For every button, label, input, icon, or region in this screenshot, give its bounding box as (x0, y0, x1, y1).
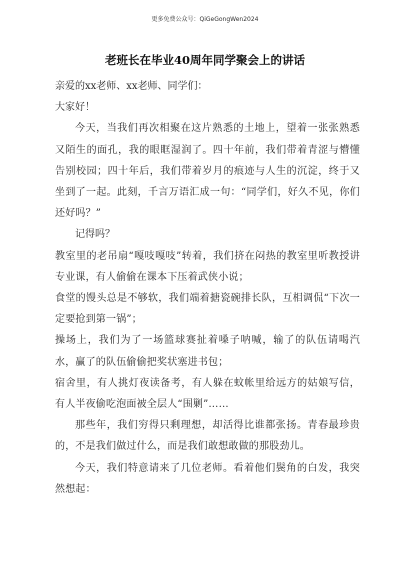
document-title: 老班长在毕业40周年同学聚会上的讲话 (104, 53, 305, 67)
page-header-note: 更多免费公众号：QiGeGongWen2024 (151, 16, 259, 23)
paragraph-playground: 操场上，我们为了一场篮球赛扯着嗓子呐喊，输了的队伍请喝汽水，赢了的队伍偷偷把奖状塞进书包； (55, 335, 360, 368)
paragraph-youth: 那些年，我们穷得只剩理想，却活得比谁都张扬。青春最珍贵的，不是我们做过什么，而是我们敢想敢做的那股劲儿。 (55, 420, 360, 453)
paragraph-remember: 记得吗？ (75, 229, 115, 241)
paragraph-teachers: 今天，我们特意请来了几位老师。看着他们鬓角的白发，我突然想起： (55, 462, 360, 495)
salutation: 亲爱的xx老师、xx老师、同学们： (55, 81, 208, 92)
paragraph-opening: 今天，当我们再次相聚在这片熟悉的土地上，望着一张张熟悉又陌生的面孔，我的眼眶湿润了。四十年前，我们带着青涩与懵懂告别校园；四十年后，我们带着岁月的痕迹与人生的沉淀，终于又坐到了一起。此刻，千言万语汇成一句：“同学们，好久不见，你们还好吗？” (55, 123, 360, 220)
paragraph-dormitory: 宿舍里，有人挑灯夜读备考，有人躲在蚊帐里给远方的姑娘写信，有人半夜偷吃泡面被全层人“围剿”…… (55, 377, 360, 411)
document-body (55, 76, 360, 500)
greeting: 大家好！ (55, 102, 95, 114)
paragraph-canteen: 食堂的馒头总是不够软，我们端着搪瓷碗排长队，互相调侃“下次一定要抢到第一锅”； (55, 293, 360, 326)
paragraph-classroom: 教室里的老吊扇“嘎吱嘎吱”转着，我们挤在闷热的教室里听教授讲专业课，有人偷偷在课本下压着武侠小说； (55, 250, 360, 283)
